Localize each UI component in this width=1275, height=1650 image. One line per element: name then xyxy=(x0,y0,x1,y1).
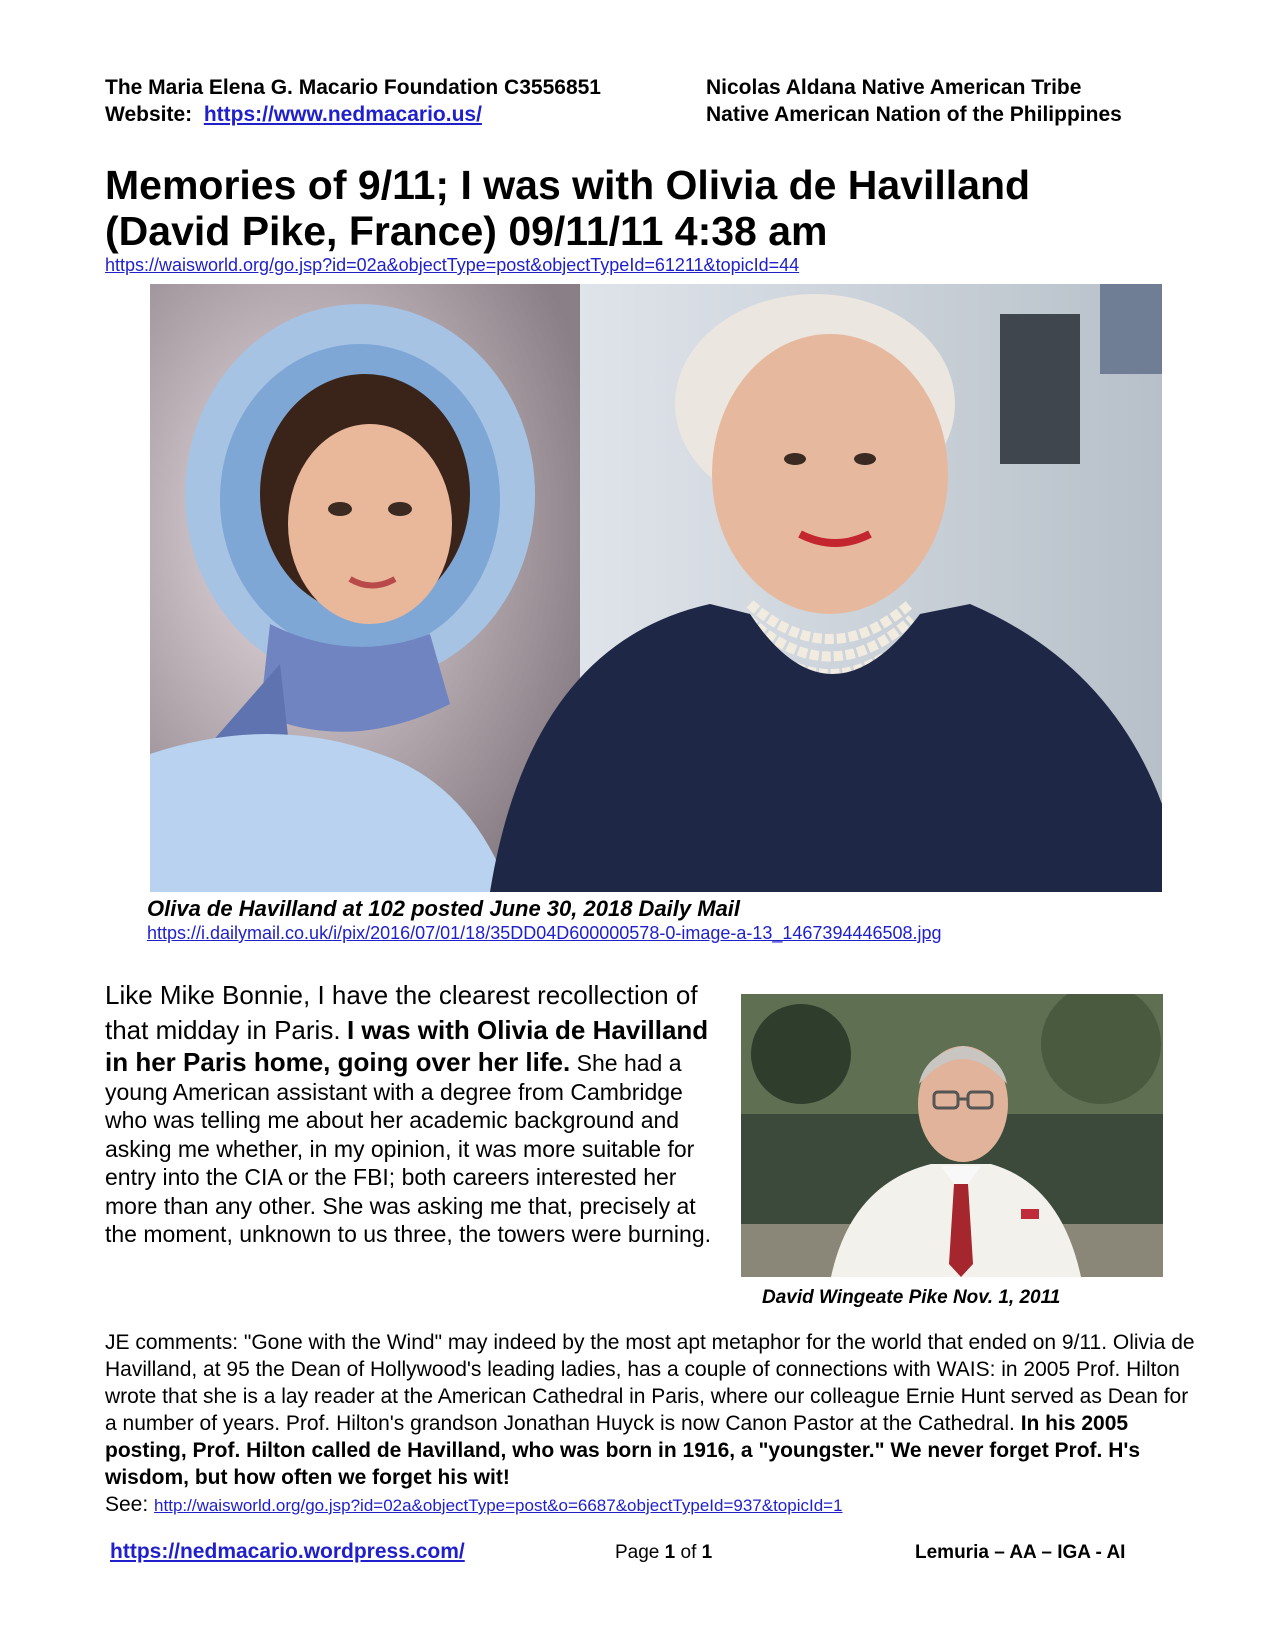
body-lead: Like Mike Bonnie, I have the clearest recollection of that midday in Paris. xyxy=(105,980,698,1045)
header-right xyxy=(706,74,1122,128)
havilland-photo-illustration xyxy=(150,284,1162,892)
footer-right-text: Lemuria – AA – IGA - AI xyxy=(915,1542,1126,1563)
page-total: 1 xyxy=(701,1542,713,1563)
comments-plain: JE comments: "Gone with the Wind" may indeed by the most apt metaphor for the world that ended on 9/11. Olivia de Havilland, at 95 the Dean of Hollywood's leading ladies, has a couple of connections with WAIS: in 2005 Prof. Hilton wrote that she is a lay reader at the American Cathedral in Paris, where our colleague Ernie Hunt served as Dean for a number of years. Prof. Hilton's grandson Jonathan Huyck is now Canon Pastor at the Cathedral. xyxy=(105,1331,1195,1435)
website-link[interactable]: https://www.nedmacario.us/ xyxy=(203,103,482,126)
body-rest: She had a young American assistant with a degree from Cambridge who was telling me about her academic background and asking me whether, in my opinion, it was more suitable for entry into the CIA or the FBI; both careers interested her more than any other. She was asking me that, precisely at the moment, unknown to us three, the towers were burning. xyxy=(105,1050,711,1247)
foundation-name: The Maria Elena G. Macario Foundation C3556851 xyxy=(105,76,601,99)
page-number xyxy=(615,1542,712,1564)
body-text xyxy=(105,978,725,1249)
source-link[interactable]: https://waisworld.org/go.jsp?id=02a&objectType=post&objectTypeId=61211&topicId=44 xyxy=(105,255,800,275)
website-label: Website: xyxy=(105,103,193,126)
tribe-name: Nicolas Aldana Native American Tribe xyxy=(706,76,1082,99)
footer-link[interactable]: https://nedmacario.wordpress.com/ xyxy=(110,1540,465,1563)
comments-bold: In his 2005 posting, Prof. Hilton called de Havilland, who was born in 1916, a "youngster." We never forget Prof. H's wisdom, but how often we forget his wit! xyxy=(105,1412,1141,1489)
pike-photo-illustration xyxy=(741,994,1163,1277)
page-of: of xyxy=(680,1542,697,1563)
website-line xyxy=(105,101,601,128)
nation-name: Native American Nation of the Philippines xyxy=(706,103,1122,126)
body-bold: I was with Olivia de Havilland in her Paris home, going over her life. xyxy=(105,1015,709,1077)
je-comments xyxy=(105,1329,1195,1519)
page-title xyxy=(105,162,1030,254)
see-link[interactable]: http://waisworld.org/go.jsp?id=02a&objectType=post&o=6687&objectTypeId=937&topicId=1 xyxy=(154,1496,843,1515)
main-photo xyxy=(150,284,1162,892)
main-photo-link[interactable]: https://i.dailymail.co.uk/i/pix/2016/07/01/18/35DD04D600000578-0-image-a-13_1467394446508.jpg xyxy=(147,923,942,943)
page-current: 1 xyxy=(664,1542,676,1563)
pike-photo xyxy=(741,994,1163,1277)
title-line-1: Memories of 9/11; I was with Olivia de Havilland xyxy=(105,162,1031,208)
main-photo-caption: Oliva de Havilland at 102 posted June 30, 2018 Daily Mail xyxy=(147,896,741,921)
see-label: See: xyxy=(105,1493,149,1516)
header-left xyxy=(105,74,601,128)
page-prefix: Page xyxy=(615,1542,660,1563)
title-line-2: (David Pike, France) 09/11/11 4:38 am xyxy=(105,208,828,254)
pike-photo-caption: David Wingeate Pike Nov. 1, 2011 xyxy=(762,1287,1061,1308)
